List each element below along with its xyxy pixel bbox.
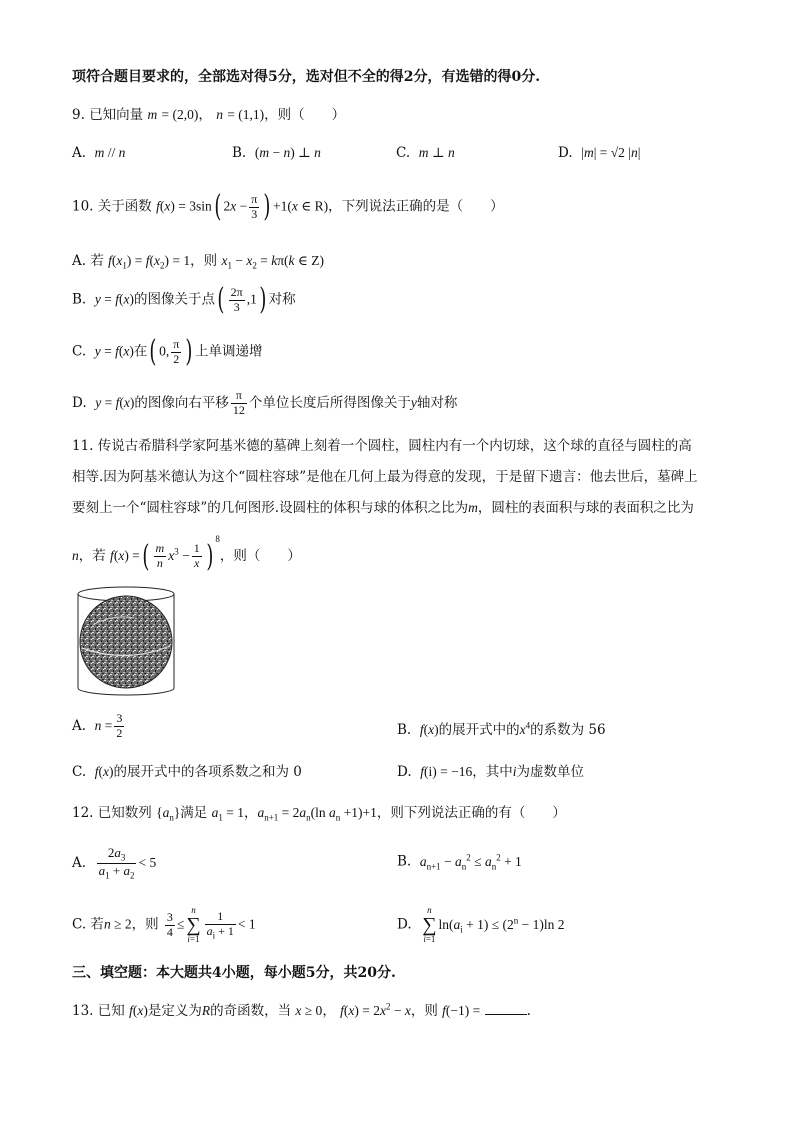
- section-3-header: 三、填空题：本大题共4小题，每小题5分，共20分.: [72, 965, 396, 981]
- cylinder-bottom: [78, 688, 174, 695]
- question-10-option-c: C. y = f(x)在( 0, $\frac{\pi}{2}$ ) 上单调递增: [72, 334, 263, 369]
- question-12-stem: 12. 已知数列 $\{a_n\}$满足 $a_1 = 1$，$a_{n+1} = 2a_n(\ln$ $a_n +1)+1$，则下列说法正确的有（ ）: [72, 805, 566, 823]
- question-11-line-3: 要刻上一个“圆柱容球”的几何图形.设圆柱的体积与球的体积之比为m，圆柱的表面积与球的表面积之比为: [72, 500, 694, 516]
- question-12-option-c: C. 若n ≥ 2，则 $\frac{3}{4}$ ≤n ∑ i=1 $\frac{1}{a_i + 1}$ < 1: [72, 905, 256, 944]
- question-12-option-b: B. $a_{n+1} - a_n^2 \le a_n^2 + 1$: [397, 852, 522, 872]
- question-10-option-a: A. 若 $f(x_1) = f(x_2) = 1$，则 $x_1 - x_2 = k\pi(k$ ∈ Z): [72, 253, 324, 271]
- question-11-option-c: C. f(x)的展开式中的各项系数之和为 0: [72, 764, 302, 780]
- section-header: 项符合题目要求的，全部选对得5分，选对但不全的得2分，有选错的得0分.: [72, 69, 541, 85]
- answer-blank[interactable]: [485, 1002, 527, 1015]
- cylinder-sphere-figure: [74, 584, 178, 700]
- question-13-stem: 13. 已知 f(x)是定义为R的奇函数，当 x ≥ 0， $f(x) = 2x^2 - x$，则 f(−1) = .: [72, 1001, 531, 1019]
- question-11-option-b: B. f(x)的展开式中的$x^4$的系数为 56: [397, 720, 606, 738]
- sphere: [80, 596, 172, 688]
- question-11-line-1: 11. 传说古希腊科学家阿基米德的墓碑上刻着一个圆柱，圆柱内有一个内切球，这个球的直径与圆柱的高: [72, 438, 692, 454]
- question-10-option-d: D. y = f(x)的图像向右平移 $\frac{\pi}{12}$ 个单位长度后所得图像关于y轴对称: [72, 388, 458, 417]
- question-10-option-b: B. y = f(x)的图像关于点( $\frac{2\pi}{3}$ ,1) 对称: [72, 282, 296, 317]
- question-9-option-d: D. |m| = √2 |n|: [558, 145, 641, 161]
- question-12-option-d: D. n ∑ $i=1\ln(a_i + 1) \le (2^n - 1)\ln$ 2: [397, 905, 565, 944]
- question-10-stem: 10. 关于函数 f(x) = 3sin( 2x − $\frac{\pi}{3}$ ) +1(x ∈ R)，下列说法正确的是（ ）: [72, 189, 504, 224]
- question-9-option-b: B. (m − n) ⊥ n: [232, 145, 321, 161]
- question-12-option-a: A. $\frac{2a_3}{a_1 + a_2}$ < 5: [72, 845, 157, 881]
- question-11-option-a: A. n = $\frac{3}{2}$: [72, 711, 123, 740]
- question-9-stem: 9. 已知向量 m = (2,0)， n = (1,1)，则（ ）: [72, 107, 346, 123]
- question-11-option-d: D. f(i) = −16，其中i为虚数单位: [397, 764, 584, 780]
- question-11-line-2: 相等.因为阿基米德认为这个“圆柱容球”是他在几何上最为得意的发现，于是留下遗言：他去世后，墓碑上: [72, 469, 698, 485]
- question-9-option-c: C. m ⊥ n: [396, 145, 455, 161]
- question-9-option-a: A. m // n: [72, 145, 126, 161]
- question-11-line-4: n，若 f(x) =( $\frac{m}{n}$ $x^3$ − $\frac{1}{x}$ ) $^8$，则（ ）: [72, 534, 301, 574]
